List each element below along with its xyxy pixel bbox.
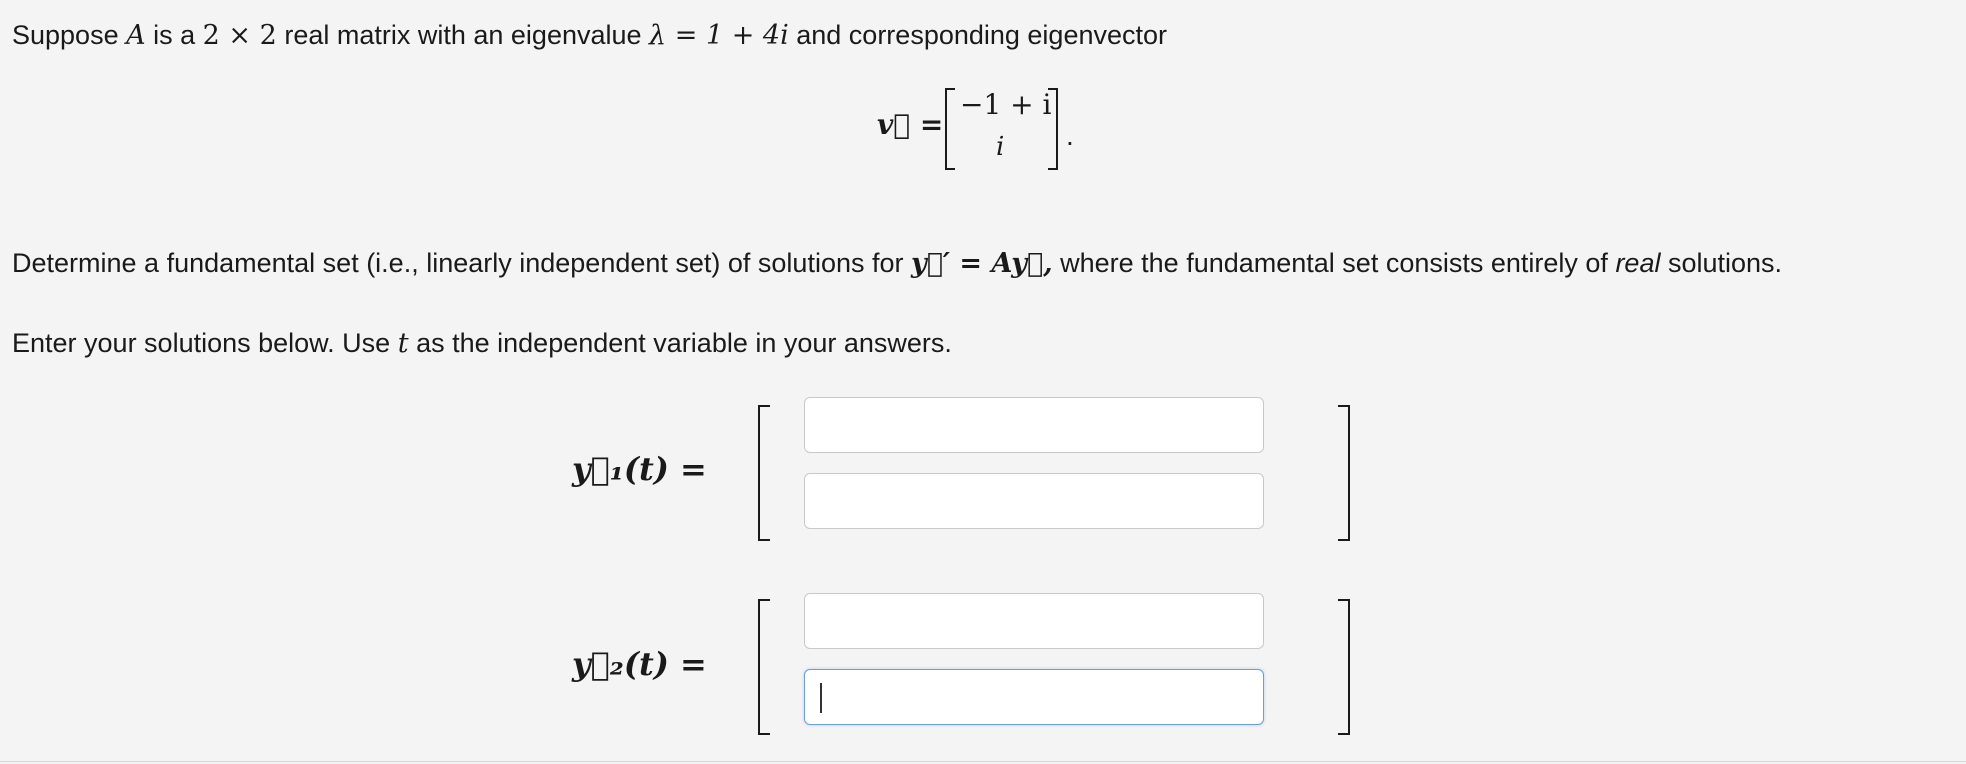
problem-intro [12, 18, 1167, 53]
y1-right-bracket [1338, 405, 1350, 541]
intro-prefix: Suppose [12, 20, 119, 50]
matrix-dims: 2 × 2 [202, 20, 277, 51]
enter-prefix: Enter your solutions below. Use [12, 328, 391, 358]
enter-var: t [397, 328, 409, 359]
intro-suffix: and corresponding eigenvector [796, 20, 1167, 50]
y1-label: y⃗₁(t) = [572, 450, 707, 488]
determine-mid: where the fundamental set consists entirely of [1060, 248, 1608, 278]
eigvec-right-bracket [1048, 88, 1058, 170]
y1-bottom-input[interactable] [804, 473, 1264, 529]
intro-mid2: real matrix with an eigenvalue [284, 20, 642, 50]
intro-mid1: is a [153, 20, 196, 50]
eigvec-bottom-entry: i [996, 132, 1005, 162]
y1-left-bracket [758, 405, 770, 541]
text-caret [820, 683, 822, 713]
enter-suffix: as the independent variable in your answers. [416, 328, 952, 358]
ode-equation: y⃗′ = Ay⃗, [911, 248, 1053, 279]
problem-determine [12, 246, 1782, 281]
determine-prefix: Determine a fundamental set (i.e., linearly independent set) of solutions for [12, 248, 904, 278]
y1-top-input[interactable] [804, 397, 1264, 453]
eigenvalue: λ = 1 + 4i [649, 20, 789, 51]
y2-bottom-input[interactable] [804, 669, 1264, 725]
eigvec-period: . [1066, 120, 1074, 151]
determine-real: real [1615, 248, 1661, 278]
determine-suffix: solutions. [1667, 248, 1783, 278]
eigvec-lhs: v⃗ = [877, 108, 944, 141]
problem-enter [12, 326, 952, 361]
bottom-divider [0, 761, 1966, 762]
matrix-symbol: A [126, 20, 146, 51]
y2-right-bracket [1338, 599, 1350, 735]
eigvec-top-entry: −1 + i [960, 88, 1052, 121]
eigvec-left-bracket [945, 88, 955, 170]
y2-label: y⃗₂(t) = [572, 645, 707, 683]
y2-top-input[interactable] [804, 593, 1264, 649]
y2-left-bracket [758, 599, 770, 735]
